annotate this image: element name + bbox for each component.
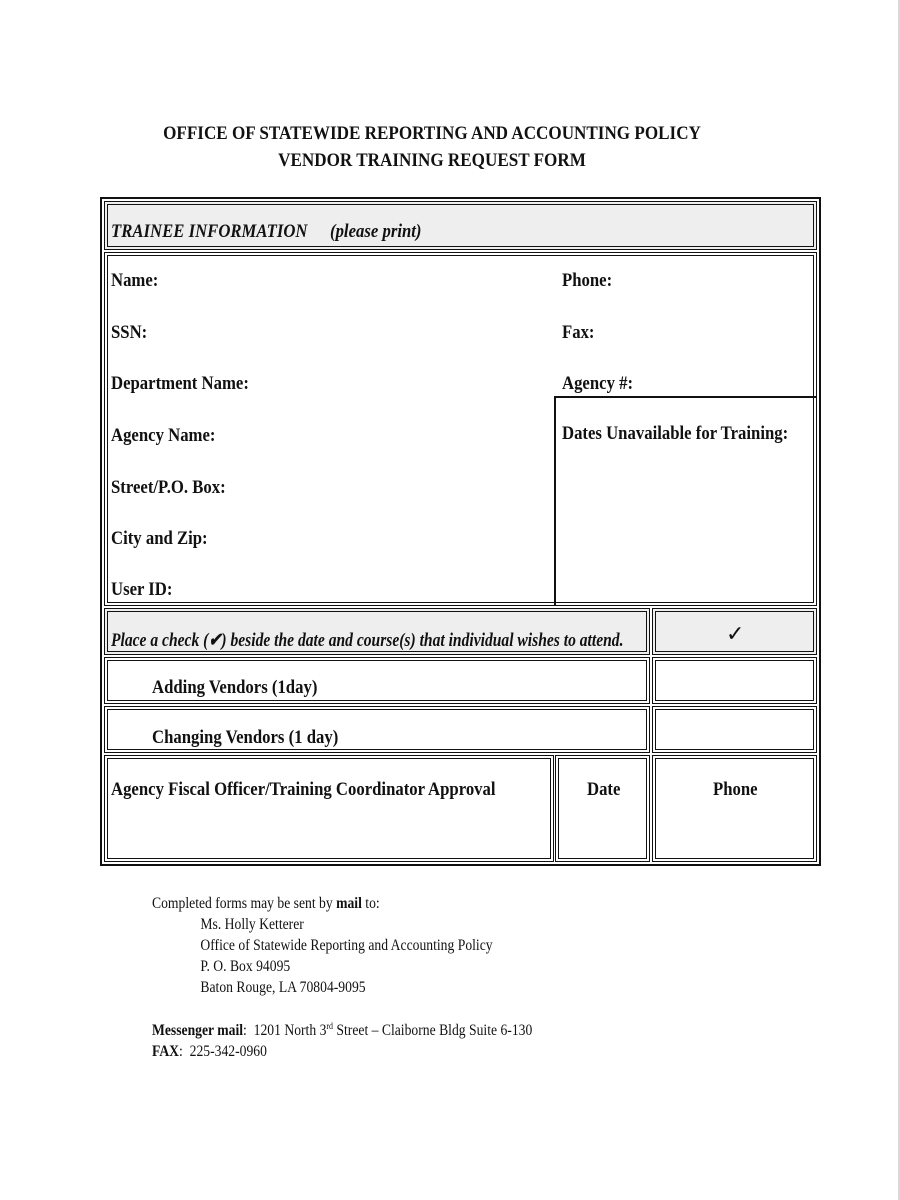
fax-line: FAX: 225-342-0960 [152, 1043, 267, 1061]
dates-unavailable-label: Dates Unavailable for Training: [562, 423, 789, 444]
submission-intro: Completed forms may be sent by mail to: [152, 895, 380, 912]
address-line: Office of Statewide Reporting and Accounting Policy [200, 937, 493, 954]
approval-phone-label: Phone [713, 779, 758, 800]
course-label-adding-vendors: Adding Vendors (1day) [152, 677, 318, 698]
check-instruction-text: Place a check (✔) beside the date and course(s) that individual wishes to attend. [111, 630, 624, 651]
course-checkbox-adding-vendors[interactable] [652, 657, 817, 704]
approval-date-cell[interactable] [555, 755, 650, 862]
trainee-info-note: (please print) [330, 221, 422, 242]
ssn-field-label: SSN: [111, 322, 148, 343]
department-field-label: Department Name: [111, 373, 249, 394]
title-line-2: VENDOR TRAINING REQUEST FORM [278, 150, 586, 171]
messenger-mail-line: Messenger mail: 1201 North 3rd Street – Claiborne Bldg Suite 6-130 [152, 1021, 533, 1040]
street-field-label: Street/P.O. Box: [111, 477, 226, 498]
checkmark-icon: ✓ [726, 622, 745, 647]
address-line: Ms. Holly Ketterer [200, 916, 304, 933]
course-checkbox-changing-vendors[interactable] [652, 706, 817, 753]
agency-name-field-label: Agency Name: [111, 425, 216, 446]
title-line-1: OFFICE OF STATEWIDE REPORTING AND ACCOUNTING POLICY [163, 123, 701, 144]
agency-number-field-label: Agency #: [562, 373, 634, 394]
course-label-changing-vendors: Changing Vendors (1 day) [152, 727, 339, 748]
form-title [0, 120, 864, 174]
trainee-info-heading: TRAINEE INFORMATION [111, 221, 308, 242]
approval-label: Agency Fiscal Officer/Training Coordinator Approval [111, 779, 496, 800]
user-id-field-label: User ID: [111, 579, 173, 600]
fax-field-label: Fax: [562, 322, 595, 343]
submission-instructions [152, 893, 532, 1062]
check-mark-inline-icon: ✔ [208, 630, 222, 651]
phone-field-label: Phone: [562, 270, 613, 291]
name-field-label: Name: [111, 270, 159, 291]
address-line: Baton Rouge, LA 70804-9095 [200, 979, 366, 996]
address-line: P. O. Box 94095 [200, 958, 291, 975]
city-zip-field-label: City and Zip: [111, 528, 208, 549]
approval-phone-cell[interactable] [652, 755, 817, 862]
approval-signature-cell[interactable] [104, 755, 554, 862]
approval-date-label: Date [587, 779, 621, 800]
